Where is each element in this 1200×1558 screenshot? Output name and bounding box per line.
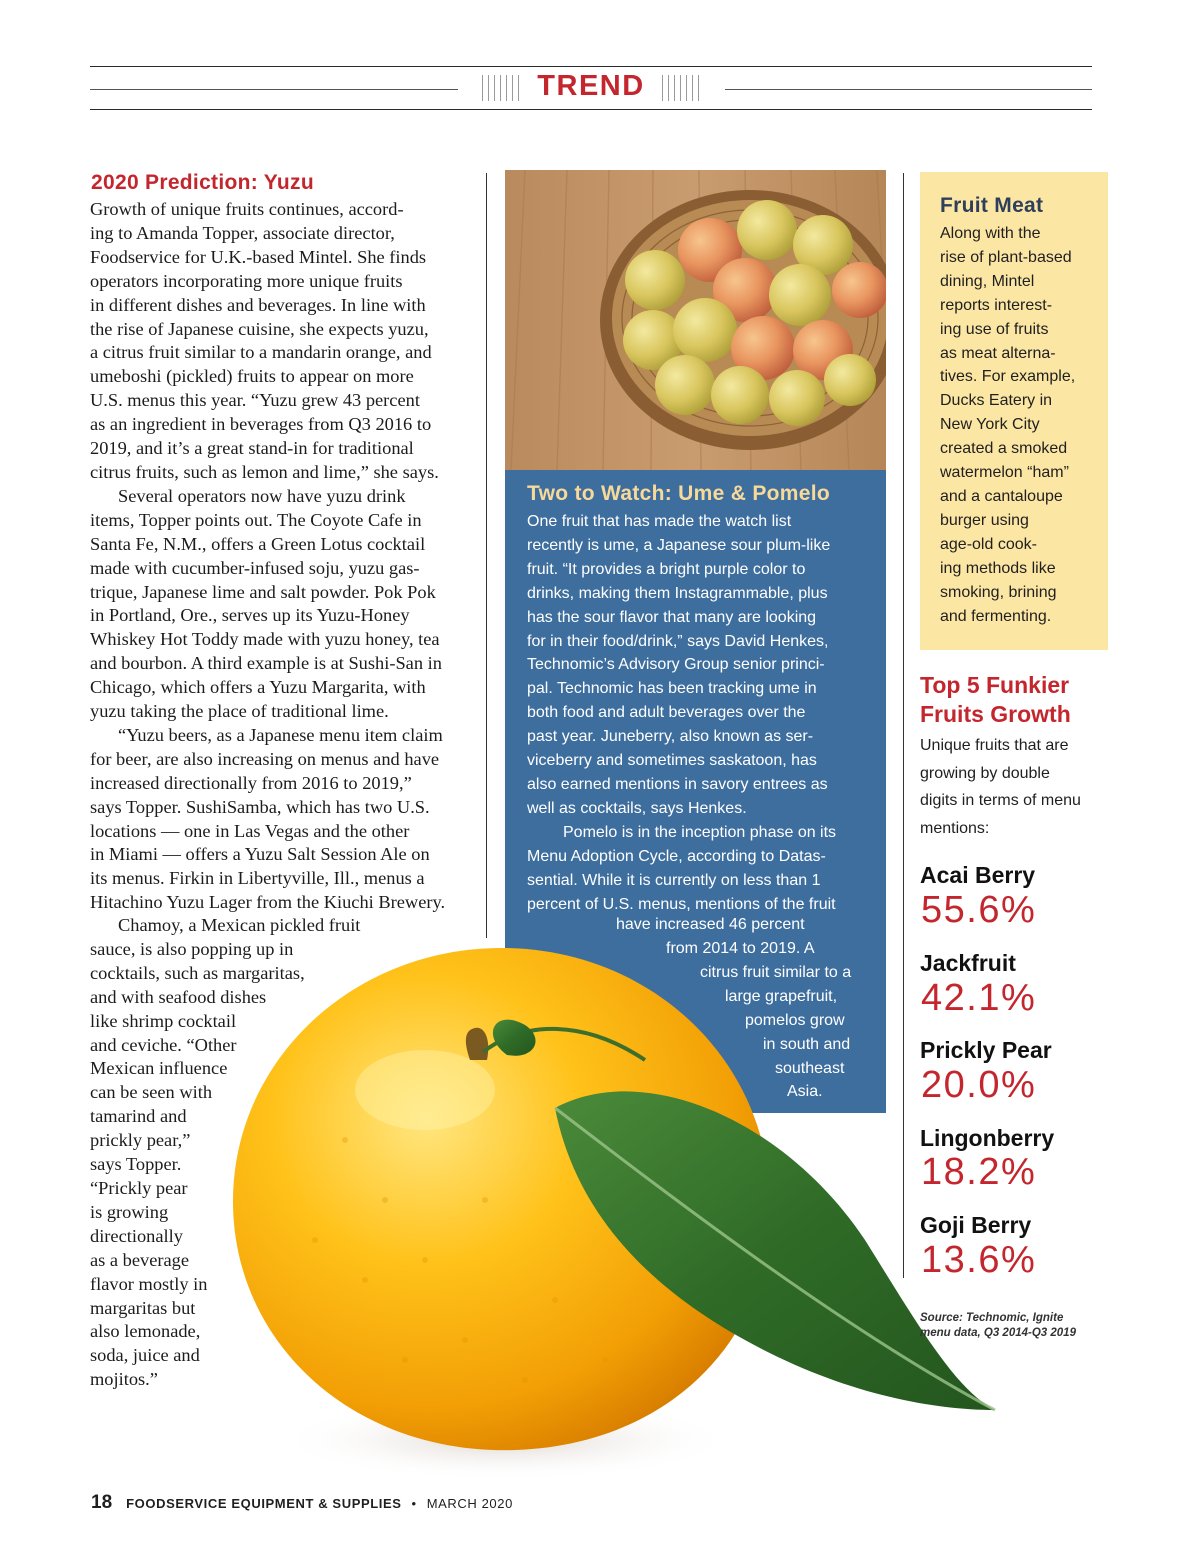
sidebar-line: recently is ume, a Japanese sour plum-like xyxy=(527,536,831,554)
sidebar-line: pal. Technomic has been tracking ume in xyxy=(527,680,817,698)
source-line: menu data, Q3 2014-Q3 2019 xyxy=(920,1327,1076,1339)
body-line: “Prickly pear xyxy=(90,1177,188,1198)
top5-subtitle-line: digits in terms of menu xyxy=(920,792,1081,809)
fruit-meat-line: created a smoked xyxy=(940,440,1068,458)
body-line: soda, juice and xyxy=(90,1345,200,1366)
body-line: also lemonade, xyxy=(90,1321,201,1342)
fruit-meat-line: Along with the xyxy=(940,225,1041,242)
sidebar-line: One fruit that has made the watch list xyxy=(527,513,792,530)
top5-subtitle-line: Unique fruits that are xyxy=(920,737,1069,754)
top5-subtitle xyxy=(920,732,1110,842)
body-line: sauce, is also popping up in xyxy=(90,938,294,959)
sidebar-line: Asia. xyxy=(787,1083,823,1100)
body-line: can be seen with xyxy=(90,1082,213,1103)
body-line: in Portland, Ore., serves up its Yuzu-Honey xyxy=(90,605,410,626)
sidebar-line: past year. Juneberry, also known as ser- xyxy=(527,728,814,746)
fruit-meat-line: New York City xyxy=(940,416,1040,434)
top5-title-line: Fruits Growth xyxy=(920,701,1071,727)
body-line: Foodservice for U.K.-based Mintel. She finds xyxy=(90,246,427,267)
body-line: increased directionally from 2016 to 2019,” xyxy=(90,772,412,793)
sidebar-line: has the sour flavor that many are looking xyxy=(527,608,817,626)
body-line: the rise of Japanese cuisine, she expects yuzu, xyxy=(90,318,429,339)
fruit-growth-value: 18.2% xyxy=(921,1151,1037,1193)
fruit-meat-line: burger using xyxy=(940,511,1029,529)
header-bottom-rule xyxy=(90,109,1092,110)
source-line: Source: Technomic, Ignite xyxy=(920,1312,1064,1324)
fruit-meat-line: Ducks Eatery in xyxy=(940,392,1053,410)
sidebar-line: citrus fruit similar to a xyxy=(700,964,852,981)
body-line: “Yuzu beers, as a Japanese menu item claim xyxy=(118,724,443,745)
fruit-meat-line: reports interest- xyxy=(940,296,1053,314)
sidebar-line: well as cocktails, says Henkes. xyxy=(527,799,747,817)
sidebar-line: from 2014 to 2019. A xyxy=(666,940,815,957)
body-line: Chicago, which offers a Yuzu Margarita, with xyxy=(90,677,426,698)
page-number: 18 xyxy=(91,1492,113,1513)
body-line: says Topper. SushiSamba, which has two U.S. xyxy=(90,796,430,817)
body-line: Mexican influence xyxy=(90,1058,228,1079)
fruit-name: Goji Berry xyxy=(920,1212,1032,1238)
sidebar-line: have increased 46 percent xyxy=(616,916,805,933)
body-line: for beer, are also increasing on menus and have xyxy=(90,748,440,769)
fruit-meat-line: and a cantaloupe xyxy=(940,487,1063,505)
body-line: Growth of unique fruits continues, accord- xyxy=(90,199,404,219)
body-line: operators incorporating more unique fruits xyxy=(90,270,403,291)
body-line: its menus. Firkin in Libertyville, Ill., menus a xyxy=(90,868,425,889)
yuzu-fruit-photo xyxy=(225,940,1015,1500)
sidebar-line: both food and adult beverages over the xyxy=(527,704,806,722)
fruit-meat-line: as meat alterna- xyxy=(940,344,1056,362)
body-line: yuzu taking the place of traditional lime. xyxy=(90,701,389,722)
fruit-growth-value: 13.6% xyxy=(921,1239,1037,1281)
body-line: tamarind and xyxy=(90,1106,187,1127)
fruit-name: Prickly Pear xyxy=(920,1037,1052,1063)
body-line: in Miami — offers a Yuzu Salt Session Ale on xyxy=(90,844,430,865)
body-line: Whiskey Hot Toddy made with yuzu honey, tea xyxy=(90,629,440,650)
sidebar-line: southeast xyxy=(775,1060,845,1077)
body-line: trique, Japanese lime and salt powder. Pok Pok xyxy=(90,581,436,602)
fruit-meat-line: rise of plant-based xyxy=(940,248,1072,266)
sidebar-line: also earned mentions in savory entrees as xyxy=(527,775,828,793)
sidebar-line: Pomelo is in the inception phase on its xyxy=(563,823,837,841)
body-line: margaritas but xyxy=(90,1297,196,1318)
body-line: and bourbon. A third example is at Sushi-San in xyxy=(90,653,442,674)
article-heading: 2020 Prediction: Yuzu xyxy=(91,171,314,194)
top5-subtitle-line: mentions: xyxy=(920,819,990,837)
page-footer xyxy=(91,1492,513,1514)
body-line: as an ingredient in beverages from Q3 2016 to xyxy=(90,414,432,435)
header-top-rule xyxy=(90,66,1092,67)
sidebar-heading: Two to Watch: Ume & Pomelo xyxy=(527,482,830,505)
body-line: says Topper. xyxy=(90,1154,182,1175)
body-line: and ceviche. “Other xyxy=(90,1034,237,1055)
fruit-name: Lingonberry xyxy=(920,1125,1055,1151)
sidebar-line: percent of U.S. menus, mentions of the fruit xyxy=(527,895,836,913)
body-line: U.S. menus this year. “Yuzu grew 43 percent xyxy=(90,390,420,411)
body-line: Hitachino Yuzu Lager from the Kiuchi Brewery. xyxy=(90,892,446,913)
column-divider-left xyxy=(486,173,487,938)
fruit-meat-line: ing use of fruits xyxy=(940,320,1049,338)
fruit-meat-line: ing methods like xyxy=(940,559,1056,577)
body-line: is growing xyxy=(90,1201,169,1222)
sidebar-line: Menu Adoption Cycle, according to Datas- xyxy=(527,847,826,865)
fruit-meat-body xyxy=(940,222,1100,628)
fruit-growth-value: 20.0% xyxy=(921,1064,1037,1106)
section-label: TREND xyxy=(537,70,645,102)
body-line: in different dishes and beverages. In line with xyxy=(90,294,426,315)
top5-subtitle-line: growing by double xyxy=(920,764,1050,782)
fruit-meat-line: and fermenting. xyxy=(940,607,1052,625)
body-line: umeboshi (pickled) fruits to appear on more xyxy=(90,366,414,387)
body-line: Santa Fe, N.M., offers a Green Lotus cocktail xyxy=(90,533,426,554)
fruit-meat-line: smoking, brining xyxy=(940,583,1057,601)
fruit-meat-heading: Fruit Meat xyxy=(940,194,1044,217)
fruit-meat-line: age-old cook- xyxy=(940,535,1037,553)
footer-separator: • xyxy=(411,1496,417,1511)
body-line: made with cucumber-infused soju, yuzu gas- xyxy=(90,557,420,578)
sidebar-body xyxy=(527,510,872,916)
fruit-growth-value: 42.1% xyxy=(921,977,1037,1019)
body-line: items, Topper points out. The Coyote Cafe in xyxy=(90,509,422,530)
body-line: as a beverage xyxy=(90,1249,190,1270)
body-line: cocktails, such as margaritas, xyxy=(90,962,305,983)
publication-name: FOODSERVICE EQUIPMENT & SUPPLIES xyxy=(126,1496,402,1511)
body-line: locations — one in Las Vegas and the other xyxy=(90,820,410,841)
body-line: citrus fruits, such as lemon and lime,” she says. xyxy=(90,461,439,482)
fruit-meat-line: watermelon “ham” xyxy=(940,464,1069,482)
body-line: mojitos.” xyxy=(90,1369,158,1390)
body-line: prickly pear,” xyxy=(90,1130,191,1151)
top5-title xyxy=(920,671,1120,729)
issue-date: MARCH 2020 xyxy=(426,1496,513,1511)
sidebar-line: for in their food/drink,” says David Henkes, xyxy=(527,632,829,650)
ume-basket-photo xyxy=(505,170,886,470)
sidebar-line: fruit. “It provides a bright purple color to xyxy=(527,560,806,578)
body-line: directionally xyxy=(90,1225,183,1246)
body-line: a citrus fruit similar to a mandarin orange, and xyxy=(90,342,432,363)
body-line: flavor mostly in xyxy=(90,1273,208,1294)
sidebar-line: Technomic’s Advisory Group senior princi- xyxy=(527,656,825,674)
body-line: like shrimp cocktail xyxy=(90,1010,237,1031)
body-line: Several operators now have yuzu drink xyxy=(118,485,406,506)
top5-title-line: Top 5 Funkier xyxy=(920,672,1070,698)
fruit-growth-value: 55.6% xyxy=(921,889,1037,931)
article-body xyxy=(90,198,478,915)
source-note xyxy=(920,1311,1120,1341)
body-line: 2019, and it’s a great stand-in for traditional xyxy=(90,438,414,459)
sidebar-line: pomelos grow xyxy=(745,1012,845,1029)
sidebar-line: drinks, making them Instagrammable, plus xyxy=(527,584,828,602)
body-line: ing to Amanda Topper, associate director, xyxy=(90,222,395,243)
fruit-name: Acai Berry xyxy=(920,862,1036,888)
sidebar-line: in south and xyxy=(763,1036,851,1053)
fruit-name: Jackfruit xyxy=(920,950,1016,976)
sidebar-line: viceberry and sometimes saskatoon, has xyxy=(527,752,817,770)
fruit-meat-line: dining, Mintel xyxy=(940,272,1035,290)
fruit-meat-line: tives. For example, xyxy=(940,368,1076,386)
body-line: and with seafood dishes xyxy=(90,986,267,1007)
body-line: Chamoy, a Mexican pickled fruit xyxy=(118,915,361,935)
sidebar-line: large grapefruit, xyxy=(725,988,838,1005)
sidebar-line: sential. While it is currently on less than 1 xyxy=(527,871,821,889)
